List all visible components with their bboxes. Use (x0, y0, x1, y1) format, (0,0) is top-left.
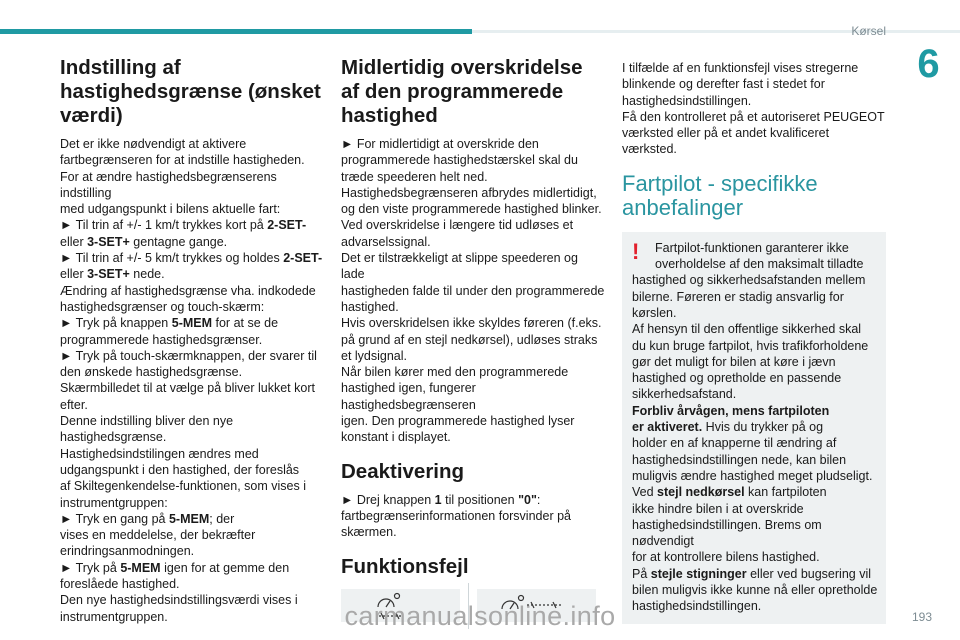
warning-text: hastighed og sikkerhedsafstanden mellem bilerne. Føreren er stadig ansvarlig for kørslen. Af hensyn til den offentlige sikkerhed skal du kun bruge fartpilot, hvis trafikforholdene gør det muligt for bilen at køre i jævn hastighed og opretholde en passende sikkerhedsafstand. Forbliv årvågen, mens fartpiloten er aktiveret. Hvis du trykker på og holder en af knapperne til ændring af hastighedsindstillingen nede, kan bilen muligvis ændre hastighed meget pludseligt. Ved stejl nedkørsel kan fartpiloten ikke hindre bilen i at overskride hastighedsindstillingen. Brems om nødvendigt for at kontrollere bilens hastighed. På stejle stigninger eller ved bugsering vil bilen muligvis ikke kunne nå eller opretholde hastighedsindstillingen. (632, 273, 878, 614)
paragraph: ► For midlertidigt at overskride den programmerede hastighedstærskel skal du træde speederen helt ned. Hastighedsbegrænseren afbrydes midlertidigt, og den viste programmerede hastighed blinker. Ved overskridelse i længere tid udløses et advarselssignal. Det er tilstrækkeligt at slippe speederen og lade hastigheden falde til under den programmerede hastighed. Hvis overskridelsen ikke skyldes føreren (f.eks. på grund af en stejl nedkørsel), udløses straks et lydsignal. Når bilen kører med den programmerede hastighed igen, fungerer hastighedsbegrænseren igen. Den programmerede hastighed lyser konstant i displayet. (341, 137, 605, 445)
heading-speed-setting: Indstilling af hastighedsgrænse (ønsket værdi) (60, 56, 321, 127)
column-3 (622, 56, 886, 624)
chapter-number: 6 (917, 42, 940, 86)
exclamation-icon: ! (632, 238, 640, 264)
warning-text: Fartpilot-funktionen garanterer ikke overholdelse af den maksimalt tilladte (655, 240, 864, 272)
page-number: 193 (911, 610, 932, 624)
column-2 (341, 56, 605, 629)
heading-temporary-override: Midlertidig overskridelse af den programmerede hastighed (341, 56, 583, 127)
section-label: Kørsel (851, 24, 886, 38)
heading-malfunction: Funktionsfejl (341, 554, 469, 578)
paragraph: ► Drej knappen 1 til positionen "0": fartbegrænserinformationen forsvinder på skærmen. (341, 492, 571, 540)
column-1 (60, 56, 324, 625)
watermark: carmanualsonline.info (344, 601, 616, 631)
header-divider (472, 30, 960, 33)
heading-deactivation: Deaktivering (341, 459, 465, 483)
header-accent-bar (0, 29, 472, 34)
paragraph: I tilfælde af en funktionsfejl vises stregerne blinkende og derefter fast i stedet for hastighedsindstillingen. Få den kontrolleret på et autoriseret PEUGEOT værksted eller på et andet kvalificeret værksted. (622, 61, 885, 157)
heading-cruise-recommendations: Fartpilot - specifikke anbefalinger (622, 170, 818, 220)
warning-box (622, 232, 886, 624)
paragraph: Det er ikke nødvendigt at aktivere fartbegrænseren for at indstille hastigheden. For at ændre hastighedsbegrænserens indstilling med udgangspunkt i bilens aktuelle fart: ► Til trin af +/- 1 km/t trykkes kort på 2-SET- eller 3-SET+ gentagne gange. ► Til trin af +/- 5 km/t trykkes og holdes 2-SET- eller 3-SET+ nede. Ændring af hastighedsgrænse vha. indkodede hastighedsgrænser og touch-skærm: ► Tryk på knappen 5-MEM for at se de programmerede hastighedsgrænser. ► Tryk på touch-skærmknappen, der svarer til den ønskede hastighedsgrænse. Skærmbilledet til at vælge på bliver lukket kort efter. Denne indstilling bliver den nye hastighedsgrænse. Hastighedsindstilingen ændres med udgangspunkt i den hastighed, der foreslås af Skiltegenkendelse-funktionen, som vises i instrumentgruppen: ► Tryk en gang på 5-MEM; der vises en meddelelse, der bekræfter erindringsanmodningen. ► Tryk på 5-MEM igen for at gemme den foreslåede hastighed. Den nye hastighedsindstillingsværdi vises i instrumentgruppen. (60, 137, 323, 624)
